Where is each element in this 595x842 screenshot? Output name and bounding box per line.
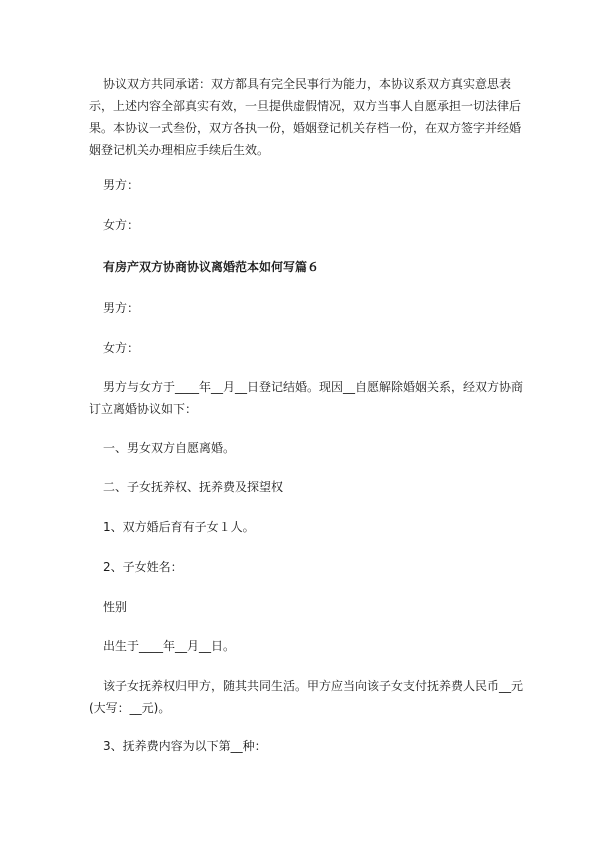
marriage-registration-paragraph: 男方与女方于____年__月__日登记结婚。现因__自愿解除婚姻关系，经双方协商订立离婚协议如下：: [89, 380, 524, 416]
clause-children-count: 1、双方婚后育有子女１人。: [103, 520, 255, 534]
clause-voluntary-divorce: 一、男女双方自愿离婚。: [103, 441, 236, 455]
clause-child-birthdate: 出生于____年__月__日。: [103, 639, 236, 653]
female-party-label: 女方：: [103, 218, 140, 232]
male-party-label: 男方：: [103, 178, 140, 192]
clause-child-custody-title: 二、子女抚养权、抚养费及探望权: [103, 480, 284, 494]
clause-child-gender: 性别: [103, 600, 128, 614]
clause-custody-support: 该子女抚养权归甲方，随其共同生活。甲方应当向该子女支付抚养费人民币__元(大写：__元)。: [89, 679, 524, 715]
male-party-label-2: 男方：: [103, 301, 140, 315]
section-heading: 有房产双方协商协议离婚范本如何写篇６: [103, 260, 320, 274]
clause-child-name: 2、子女姓名：: [103, 560, 183, 574]
commitment-paragraph: 协议双方共同承诺：双方都具有完全民事行为能力，本协议系双方真实意思表示，上述内容全部真实有效，一旦提供虚假情况，双方当事人自愿承担一切法律后果。本协议一式叁份，双方各执一份，婚姻登记机关存档一份，在双方签字并经婚姻登记机关办理相应手续后生效。: [89, 77, 522, 157]
female-party-label-2: 女方：: [103, 341, 140, 355]
clause-support-options: 3、抚养费内容为以下第__种：: [103, 739, 267, 753]
